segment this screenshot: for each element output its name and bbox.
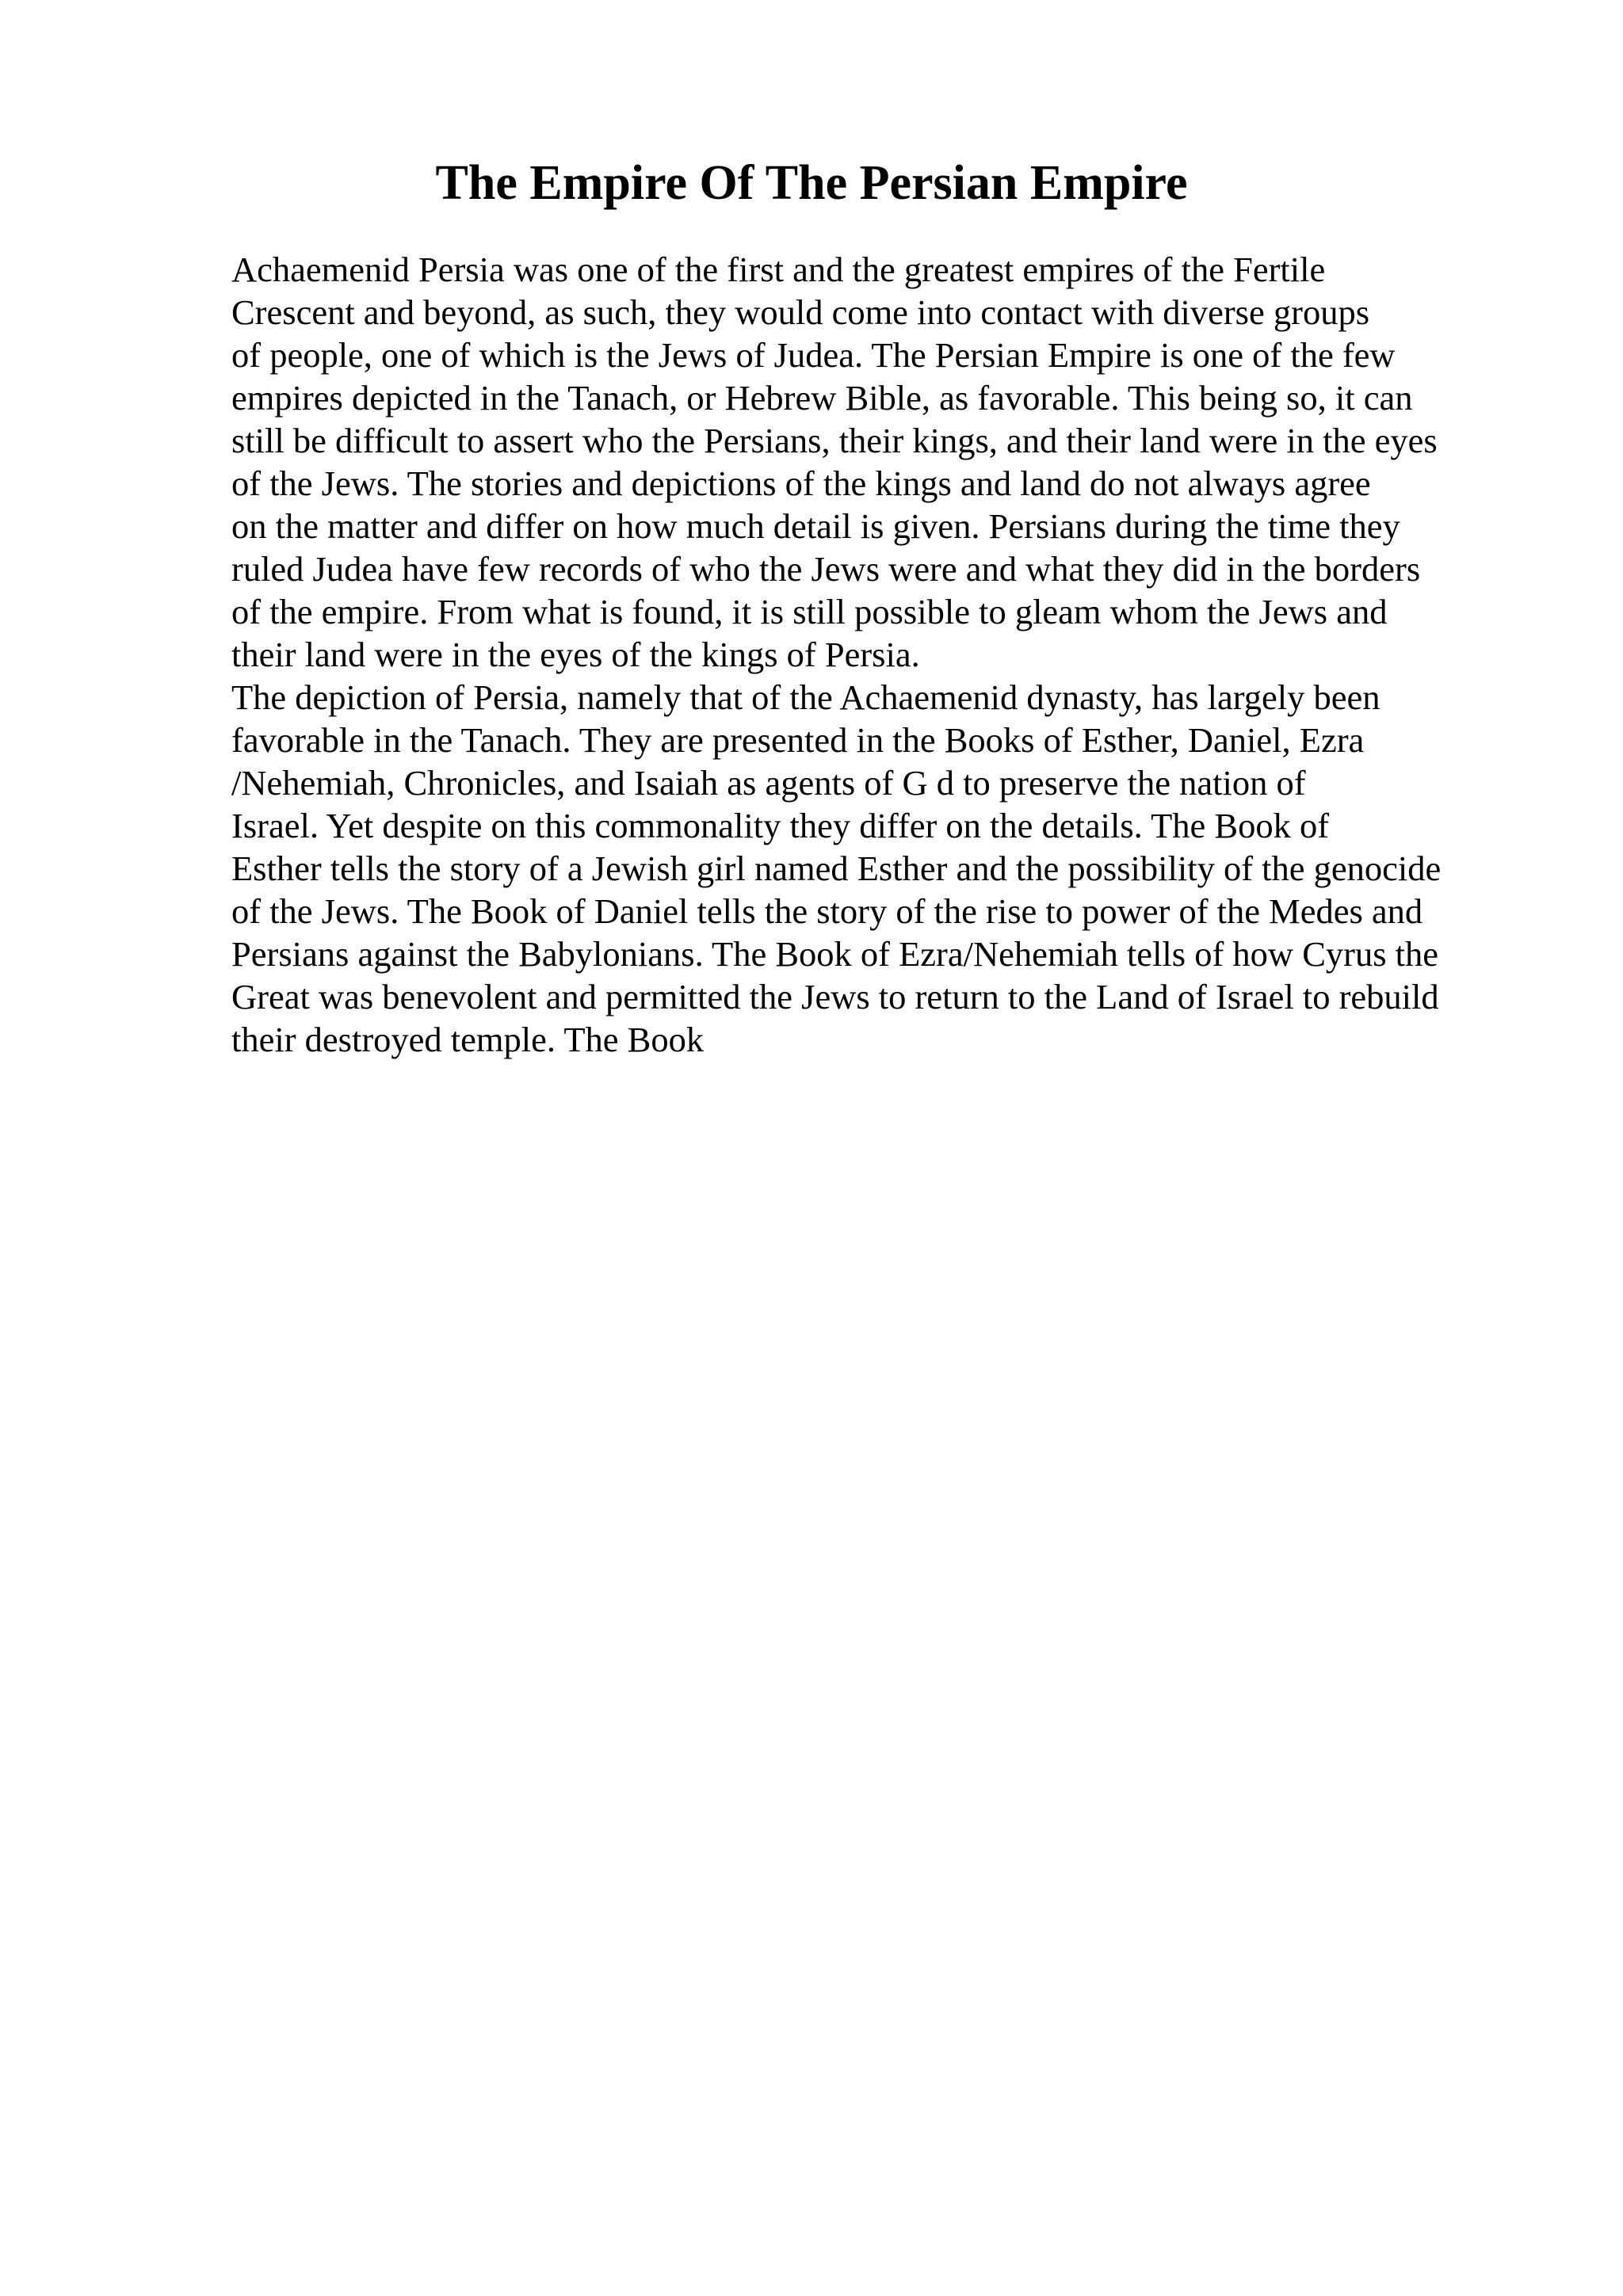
paragraph-2 xyxy=(231,676,1515,1061)
text-line: of the empire. From what is found, it is still possible to gleam whom the Jews and xyxy=(231,592,1388,631)
text-line: Esther tells the story of a Jewish girl named Esther and the possibility of the genocide xyxy=(231,849,1442,888)
text-line: Persians against the Babylonians. The Book of Ezra/Nehemiah tells of how Cyrus the xyxy=(231,934,1438,974)
text-line: of the Jews. The Book of Daniel tells the story of the rise to power of the Medes and xyxy=(231,891,1423,931)
text-line: Great was benevolent and permitted the Jews to return to the Land of Israel to rebuild xyxy=(231,977,1439,1016)
text-line: on the matter and differ on how much detail is given. Persians during the time they xyxy=(231,506,1400,546)
text-line: their land were in the eyes of the kings of Persia. xyxy=(231,635,920,674)
page-title: The Empire Of The Persian Empire xyxy=(435,156,1188,210)
document-body xyxy=(231,248,1515,1061)
text-line: their destroyed temple. The Book xyxy=(231,1020,705,1059)
text-line: Crescent and beyond, as such, they would come into contact with diverse groups xyxy=(231,292,1370,332)
text-line: of people, one of which is the Jews of Judea. The Persian Empire is one of the few xyxy=(231,335,1396,375)
paragraph-1 xyxy=(231,248,1515,676)
text-line: /Nehemiah, Chronicles, and Isaiah as agents of G d to preserve the nation of xyxy=(231,763,1306,803)
text-line: The depiction of Persia, namely that of the Achaemenid dynasty, has largely been xyxy=(231,677,1381,717)
text-line: Israel. Yet despite on this commonality they differ on the details. The Book of xyxy=(231,806,1330,845)
text-line: still be difficult to assert who the Persians, their kings, and their land were in the eyes xyxy=(231,421,1438,460)
text-line: Achaemenid Persia was one of the first and the greatest empires of the Fertile xyxy=(231,250,1326,289)
text-line: of the Jews. The stories and depictions of the kings and land do not always agree xyxy=(231,463,1371,503)
text-line: empires depicted in the Tanach, or Hebrew Bible, as favorable. This being so, it can xyxy=(231,378,1413,418)
text-line: favorable in the Tanach. They are presented in the Books of Esther, Daniel, Ezra xyxy=(231,720,1365,760)
text-line: ruled Judea have few records of who the Jews were and what they did in the borders xyxy=(231,549,1421,589)
